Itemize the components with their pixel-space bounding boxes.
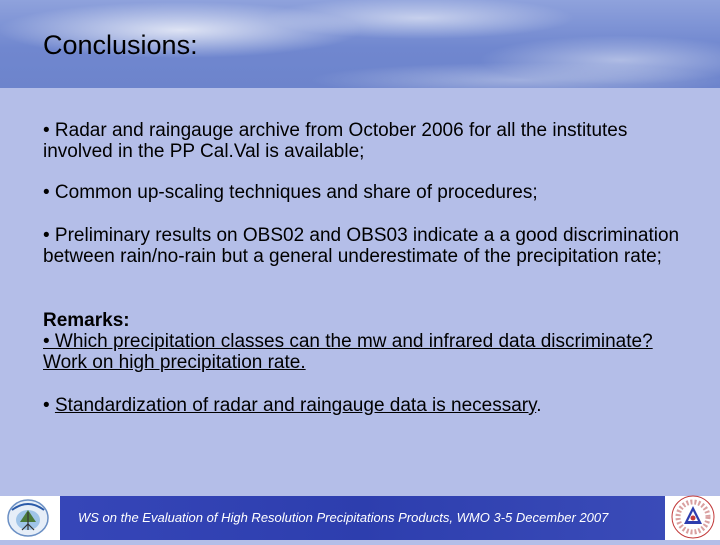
footer-band (60, 496, 665, 540)
hsaf-logo (6, 498, 50, 538)
remarks-block (43, 310, 683, 373)
header-banner (0, 0, 720, 88)
hsaf-logo-graphic (6, 498, 50, 538)
remarks-text: • Which precipitation classes can the mw and infrared data discriminate? Work on high precipitation rate. (43, 331, 653, 373)
standardization-period: . (536, 395, 542, 416)
standardization-text: Standardization of radar and raingauge data is necessary (54, 395, 537, 416)
remarks-heading: Remarks: (43, 310, 130, 331)
bullet-standardization (43, 395, 683, 416)
page-title: Conclusions: (43, 30, 198, 60)
protezione-civile-logo (670, 494, 716, 540)
footer (0, 496, 720, 540)
protezione-civile-logo-graphic (670, 494, 716, 540)
bullet-archive: • Radar and raingauge archive from October 2006 for all the institutes involved in the PP Cal.Val is available; (43, 120, 628, 162)
bullet-upscaling: • Common up-scaling techniques and share of procedures; (43, 182, 538, 203)
bullet-marker: • (43, 395, 55, 416)
footer-text: WS on the Evaluation of High Resolution Precipitations Products, WMO 3-5 December 2007 (78, 510, 609, 525)
bullet-preliminary-results: • Preliminary results on OBS02 and OBS03 indicate a a good discrimination between rain/no-rain but a general underestimate of the precipitation rate; (43, 225, 680, 267)
